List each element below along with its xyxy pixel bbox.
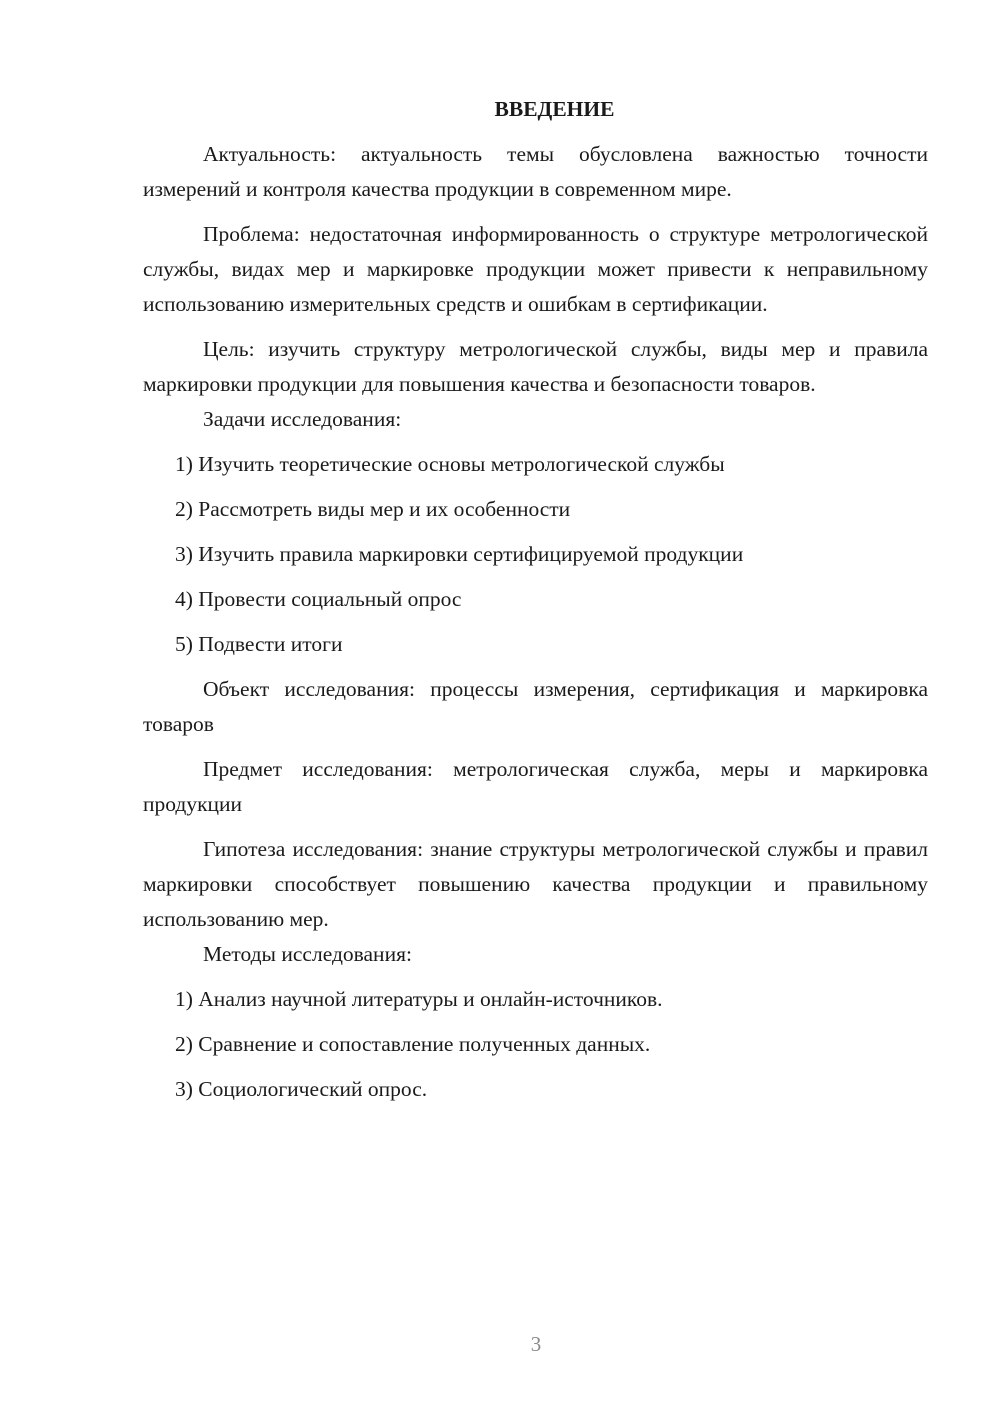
- paragraph-relevance: Актуальность: актуальность темы обусловлена важностью точности измерений и контроля качества продукции в современном мире.: [143, 142, 928, 201]
- paragraph-object: Объект исследования: процессы измерения, сертификация и маркировка товаров: [143, 677, 928, 736]
- list-item: 3) Социологический опрос.: [175, 1077, 428, 1101]
- section-title: ВВЕДЕНИЕ: [494, 97, 615, 121]
- tasks-list: [143, 447, 928, 662]
- list-item: 2) Рассмотреть виды мер и их особенности: [175, 497, 571, 521]
- paragraph-subject: Предмет исследования: метрологическая служба, меры и маркировка продукции: [143, 757, 928, 816]
- tasks-heading: Задачи исследования:: [203, 407, 402, 431]
- paragraph-goal: Цель: изучить структуру метрологической службы, виды мер и правила маркировки продукции для повышения качества и безопасности товаров.: [143, 337, 928, 396]
- list-item: 3) Изучить правила маркировки сертифицируемой продукции: [175, 542, 744, 566]
- list-item: 5) Подвести итоги: [175, 632, 343, 656]
- page-number: 3: [530, 1332, 542, 1356]
- methods-heading: Методы исследования:: [203, 942, 412, 966]
- paragraph-hypothesis: Гипотеза исследования: знание структуры метрологической службы и правил маркировки способствует повышению качества продукции и правильному использованию мер.: [143, 837, 928, 931]
- methods-list: [143, 982, 928, 1107]
- paragraph-problem: Проблема: недостаточная информированность о структуре метрологической службы, видах мер и маркировке продукции может привести к неправильному использованию измерительных средств и ошибкам в сертификации.: [143, 222, 928, 316]
- document-page: [143, 92, 928, 1107]
- list-item: 1) Анализ научной литературы и онлайн-источников.: [175, 987, 663, 1011]
- list-item: 4) Провести социальный опрос: [175, 587, 462, 611]
- list-item: 1) Изучить теоретические основы метрологической службы: [175, 452, 725, 476]
- list-item: 2) Сравнение и сопоставление полученных данных.: [175, 1032, 651, 1056]
